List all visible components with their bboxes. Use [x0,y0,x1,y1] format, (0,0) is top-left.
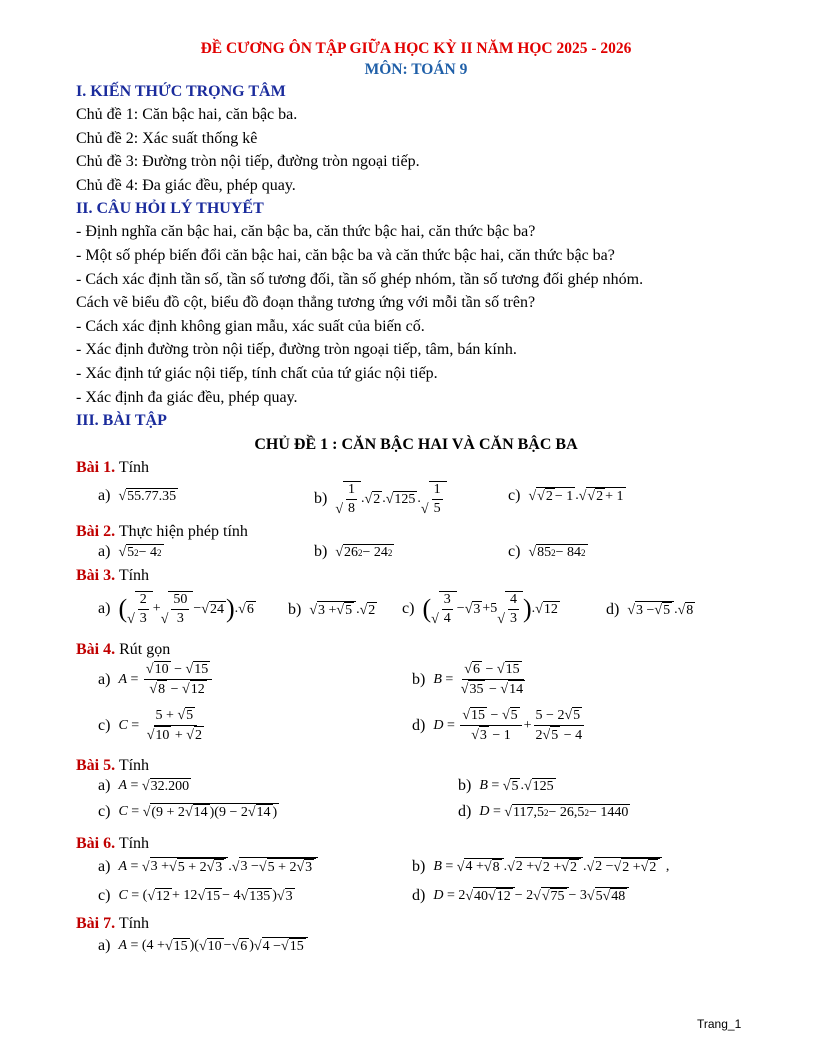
exercise-heading: Bài 3. Tính [76,567,150,585]
exercise-heading: Bài 7. Tính [76,915,150,933]
section-1-item: Chủ đề 1: Căn bậc hai, căn bậc ba. [76,106,298,123]
expression-d: d) D = √ 117,5 2 − 26,5 2 − 1440 [458,803,629,821]
exercise-heading: Bài 1. Tính [76,459,150,477]
exercise-heading: Bài 5. Tính [76,757,150,775]
section-2-item: - Xác định tứ giác nội tiếp, tính chất của tứ giác nội tiếp. [76,364,438,382]
expression-a: a) A = √ 10 − √ 15 √ 8 − √ 12 [98,661,214,698]
exercise-row [76,661,756,755]
expression-a: a) √ 5 2 − 4 2 [98,543,162,561]
section-2-item: Cách vẽ biểu đồ cột, biểu đồ đoạn thẳng tương ứng với mỗi tần số trên? [76,294,536,312]
section-1-heading: I. KIẾN THỨC TRỌNG TÂM [76,83,286,100]
expression-d: d) √ 3 − √ 5 . √ 8 [606,601,694,619]
section-2-item: - Một số phép biến đổi căn bậc hai, căn bậc ba và căn thức bậc hai, căn thức bậc ba? [76,246,615,264]
section-3-heading: III. BÀI TẬP [76,412,167,430]
expression-a: a) A = (4 + √ 15 )( √ 10 − √ 6 ) √ 4 − √ 15 [98,937,308,955]
expression-b: b) √ 3 + √ 5 . √ 2 [288,601,376,619]
section-2-heading: II. CÂU HỎI LÝ THUYẾT [76,200,264,218]
section-2-item: - Xác định đường tròn nội tiếp, đường tròn ngoại tiếp, tâm, bán kính. [76,341,517,359]
expression-c: c) C = √ (9 + 2 √ 14 )(9 − 2 √ 14 ) [98,803,278,821]
exercise-row [76,587,756,639]
expression-c: c) √ 85 2 − 84 2 [508,543,586,561]
expression-a: a) ( √ 2 3 + √ 50 3 − √ 24 ) . √ 6 [98,592,254,628]
document-title: ĐỀ CƯƠNG ÔN TẬP GIỮA HỌC KỲ II NĂM HỌC 2025 - 2026 [200,40,632,57]
expression-c: c) √ √ 2 − 1 . √ √ 2 + 1 [508,487,624,505]
expression-c: c) C = ( √ 12 + 12 √ 15 − 4 √ 135 ) √ 3 [98,887,293,905]
exercise-heading: Bài 6. Tính [76,835,150,853]
expression-b: b) B = √ 6 − √ 15 √ 35 − √ 14 [412,662,524,697]
section-2-item: - Xác định đa giác đều, phép quay. [76,388,298,406]
exercise-row [76,543,756,565]
exercise-heading: Bài 4. Rút gọn [76,641,171,659]
exercise-row [76,479,756,521]
expression-a: a) √ 55.77.35 [98,487,177,505]
page-number: Trang_1 [697,1017,742,1031]
section-2-item: - Cách xác định không gian mẫu, xác suất của biến cố. [76,317,425,335]
exercise-row [76,855,756,913]
section-2-item: - Định nghĩa căn bậc hai, căn bậc ba, căn thức bậc hai, căn thức bậc ba? [76,223,536,241]
expression-d: d) D = 2 √ 40 √ 12 − 2 √ √ 75 − 3 √ 5 √ 48 [412,887,629,905]
expression-a: a) A = √ 3 + √ 5 + 2 √ 3 . √ 3 − √ 5 + 2 √ 3 [98,857,318,876]
document-subtitle: MÔN: TOÁN 9 [364,61,468,78]
expression-a: a) A = √ 32.200 [98,777,190,795]
exercise-heading: Bài 2. Thực hiện phép tính [76,523,248,541]
expression-b: b) B = √ 4 + √ 8 . √ 2 + √ 2 + √ 2 . √ 2 − √ 2 + √ 2 , [412,857,670,876]
expression-b: b) √ 1 8 . √ 2 . √ 125 . √ 1 5 [314,481,447,517]
section-1-item: Chủ đề 3: Đường tròn nội tiếp, đường tròn ngoại tiếp. [76,153,420,171]
expression-c: c) ( √ 3 4 − √ 3 +5 √ 4 3 ) . √ 12 [402,592,558,628]
section-1-item: Chủ đề 2: Xác suất thống kê [76,129,258,147]
expression-b: b) B = √ 5 . √ 125 [458,777,554,795]
exercise-row [76,935,756,961]
expression-b: b) √ 26 2 − 24 2 [314,543,393,561]
section-2-item: - Cách xác định tần số, tần số tương đối, tần số ghép nhóm, tần số tương đối ghép nhóm. [76,270,644,288]
expression-c: c) C = 5 + √ 5 √ 10 + √ 2 [98,708,202,743]
expression-d: d) D = √ 15 − √ 5 √ 3 − 1 + 5 − 2 √ 5 2 √ 5 − 4 [412,708,583,743]
exercise-row [76,777,756,833]
section-1-item: Chủ đề 4: Đa giác đều, phép quay. [76,176,296,194]
topic-heading: CHỦ ĐỀ 1 : CĂN BẬC HAI VÀ CĂN BẬC BA [254,436,578,454]
document-page [76,38,756,961]
